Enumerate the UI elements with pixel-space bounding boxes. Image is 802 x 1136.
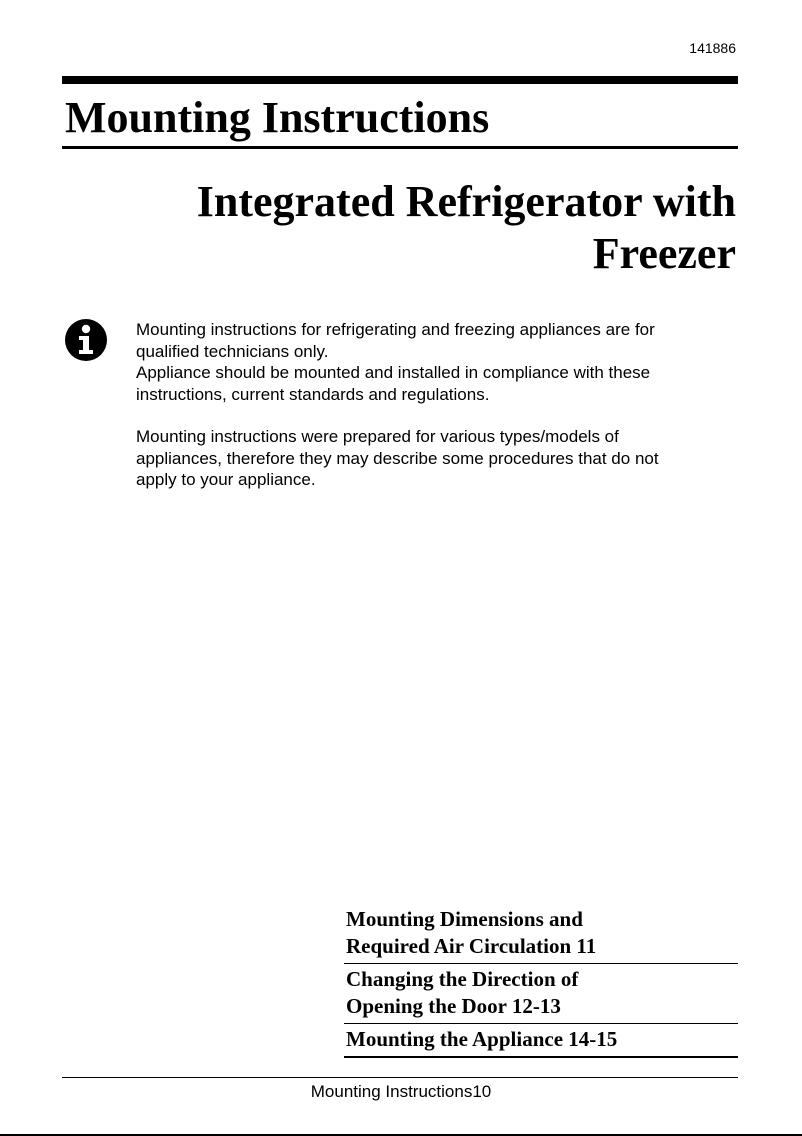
intro-text bbox=[136, 319, 736, 491]
toc-item-line: Opening the Door 12-13 bbox=[346, 994, 561, 1018]
header-rule bbox=[62, 76, 738, 84]
toc-item-line: Mounting Dimensions and bbox=[346, 907, 583, 931]
page-title: Mounting Instructions bbox=[65, 93, 490, 142]
intro-line: apply to your appliance. bbox=[136, 470, 316, 489]
toc-item-mounting-appliance[interactable] bbox=[344, 1024, 738, 1058]
subtitle-line: Integrated Refrigerator with bbox=[196, 177, 736, 226]
info-icon bbox=[64, 318, 108, 362]
table-of-contents bbox=[344, 904, 738, 1058]
intro-line: Mounting instructions for refrigerating and freezing appliances are for bbox=[136, 320, 655, 339]
toc-item-line: Mounting the Appliance 14-15 bbox=[346, 1027, 618, 1051]
intro-line: appliances, therefore they may describe some procedures that do not bbox=[136, 448, 659, 468]
toc-item-mounting-dimensions[interactable] bbox=[344, 904, 738, 964]
subtitle-line: Freezer bbox=[592, 229, 736, 278]
toc-item-line: Changing the Direction of bbox=[346, 967, 579, 991]
toc-item-line: Required Air Circulation 11 bbox=[346, 934, 597, 958]
intro-line: instructions, current standards and regulations. bbox=[136, 384, 490, 404]
intro-line: Appliance should be mounted and installed in compliance with these bbox=[136, 363, 651, 382]
document-subtitle bbox=[96, 176, 736, 280]
intro-line: Mounting instructions were prepared for various types/models of bbox=[136, 427, 619, 446]
document-number: 141886 bbox=[689, 40, 736, 56]
toc-item-changing-door[interactable] bbox=[344, 964, 738, 1024]
title-rule bbox=[62, 146, 738, 149]
page-footer: Mounting Instructions10 bbox=[310, 1082, 492, 1101]
intro-line: qualified technicians only. bbox=[136, 341, 329, 361]
footer-rule bbox=[62, 1077, 738, 1078]
